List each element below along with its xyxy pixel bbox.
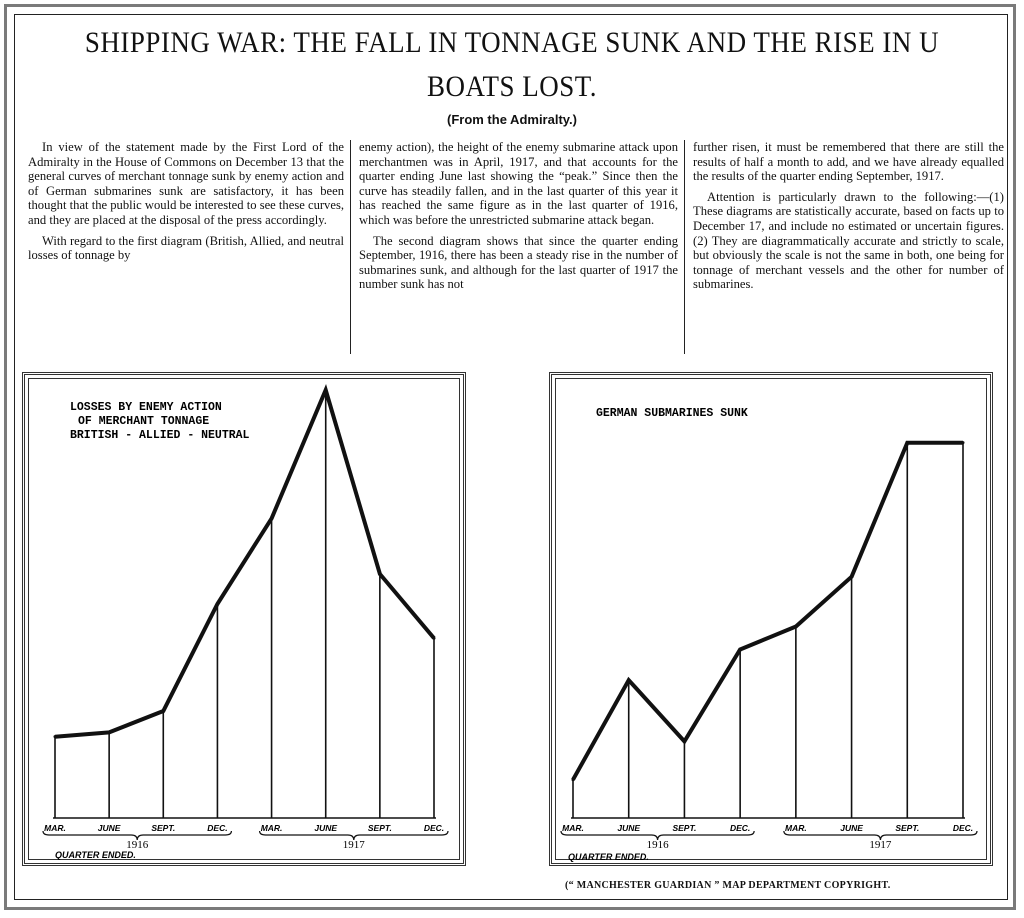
tick-label: DEC. <box>207 823 228 833</box>
data-point <box>378 573 381 576</box>
headline: SHIPPING WAR: THE FALL IN TONNAGE SUNK AND THE RISE IN U BOATS LOST. <box>84 25 940 103</box>
series-line <box>55 390 434 737</box>
data-point <box>162 710 165 713</box>
data-point <box>906 441 909 444</box>
data-point <box>739 648 742 651</box>
tick-label: SEPT. <box>672 823 697 833</box>
year-label: 1917 <box>869 839 892 851</box>
tick-label: MAR. <box>44 823 66 833</box>
data-point <box>108 731 111 734</box>
tick-label: JUNE <box>97 823 121 833</box>
data-point <box>54 735 57 738</box>
series-line <box>573 443 963 780</box>
paragraph: further risen, it must be remembered that there are still the results of half a month to add, and we have already equalled the results of the quarter ending September, 1917. <box>693 140 1004 184</box>
paragraph: In view of the statement made by the First Lord of the Admiralty in the House of Commons on December 13 that the general curves of merchant tonnage sunk by enemy action and of German submarines sunk are satisfactory, it has been thought that the public would be interested to see these curves, and they are placed at the disposal of the press accordingly. <box>28 140 344 227</box>
chart-title: GERMAN SUBMARINES SUNK <box>596 407 748 420</box>
tick-label: SEPT. <box>895 823 920 833</box>
paragraph: The second diagram shows that since the quarter ending September, 1916, there has been a steady rise in the number of submarines sunk, and although for the last quarter of 1917 the number sunk has not <box>359 233 678 292</box>
data-point <box>216 603 219 606</box>
data-point <box>270 517 273 520</box>
paragraph: Attention is particularly drawn to the following:—(1) These diagrams are statistically accurate, based on facts up to December 17, and include no estimated or uncertain figures. (2) They are diagrammatically accurate and strictly to scale, but obviously the scale is not the same in both, one being for tonnage of merchant vessels and the other for number of submarines. <box>693 189 1004 292</box>
year-label: 1916 <box>646 839 669 851</box>
data-point <box>433 637 436 640</box>
data-point <box>683 740 686 743</box>
chart-title: OF MERCHANT TONNAGE <box>78 415 210 428</box>
tick-label: MAR. <box>260 823 283 833</box>
tick-label: DEC. <box>729 823 751 833</box>
tick-label: MAR. <box>562 823 584 833</box>
tick-label: MAR. <box>784 823 807 833</box>
data-point <box>962 441 965 444</box>
tick-label: JUNE <box>314 823 338 833</box>
paragraph: With regard to the first diagram (British, Allied, and neutral losses of tonnage by <box>28 233 344 263</box>
data-point <box>850 575 853 578</box>
paragraph: enemy action), the height of the enemy submarine attack upon merchantmen was in April, 1917, and that accounts for the quarter ending June last showing the “peak.” Since then the curve has steadily fallen, and in the last quarter of this year it has reached the same figure as in the last quarter of 1916, which was before the unrestricted submarine attack began. <box>359 140 678 227</box>
tick-label: DEC. <box>423 823 445 833</box>
x-axis-title: QUARTER ENDED. <box>55 850 136 860</box>
tick-label: SEPT. <box>151 823 176 833</box>
data-point <box>627 679 630 682</box>
year-label: 1917 <box>342 839 365 851</box>
year-label: 1916 <box>126 839 149 851</box>
chart-title: BRITISH - ALLIED - NEUTRAL <box>70 429 250 442</box>
copyright-credit: (“ MANCHESTER GUARDIAN ” MAP DEPARTMENT COPYRIGHT. <box>565 880 891 891</box>
data-point <box>794 625 797 628</box>
chart-title: LOSSES BY ENEMY ACTION <box>70 401 222 414</box>
tick-label: JUNE <box>617 823 641 833</box>
tick-label: JUNE <box>840 823 863 833</box>
x-axis-title: QUARTER ENDED. <box>568 852 649 862</box>
subhead: (From the Admiralty.) <box>446 112 577 127</box>
data-point <box>324 389 327 392</box>
tick-label: DEC. <box>952 823 974 833</box>
data-point <box>572 778 575 781</box>
tick-label: SEPT. <box>367 823 392 833</box>
